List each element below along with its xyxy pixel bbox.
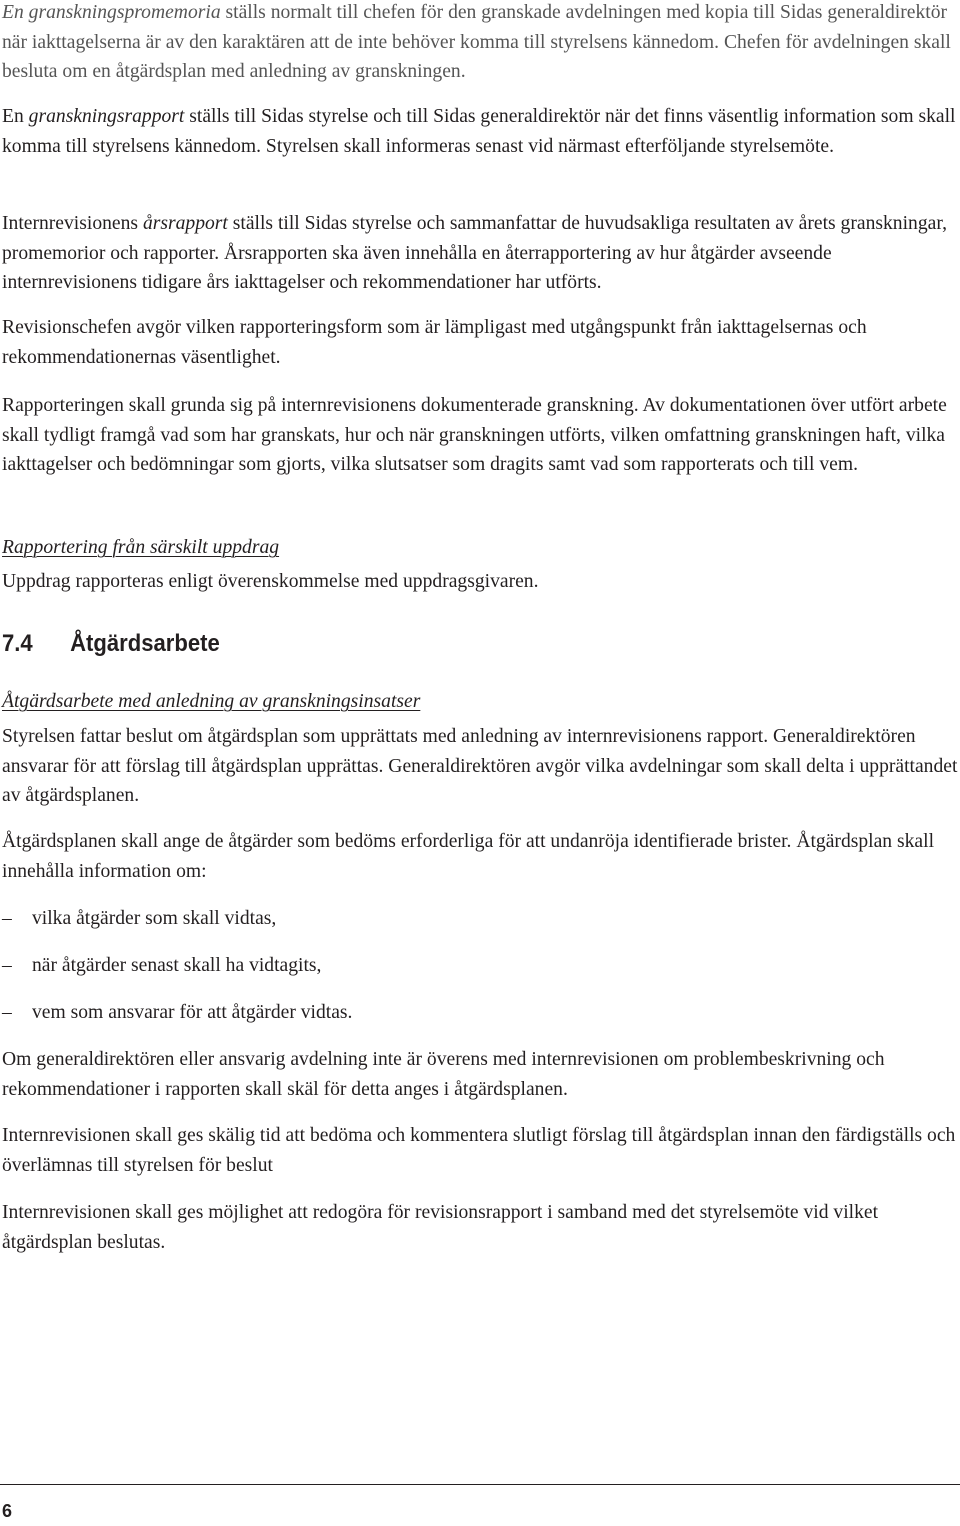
list-dash: – xyxy=(2,1002,12,1023)
term-granskningsrapport: granskningsrapport xyxy=(28,106,185,127)
section-heading xyxy=(2,626,220,662)
paragraph-redogora: Internrevisionen skall ges möjlighet att redogöra för revisionsrapport i samband med det styrelsemöte vid vilket åtgärdsplan beslutas. xyxy=(2,1202,879,1253)
list-item xyxy=(2,951,942,981)
section-title: Åtgärdsarbete xyxy=(70,630,220,657)
paragraph-text: Internrevisionens xyxy=(2,213,143,234)
paragraph-skalig-tid: Internrevisionen skall ges skälig tid att bedöma och kommentera slutligt förslag till åtgärdsplan innan den färdigställs och överlämnas till styrelsen för beslut xyxy=(2,1125,956,1176)
paragraph-granskningsrapport xyxy=(2,102,958,161)
section-number: 7.4 xyxy=(2,630,33,657)
list-item-text: vem som ansvarar för att åtgärder vidtas. xyxy=(32,1002,353,1023)
subheading-atgardsarbete: Åtgärdsarbete med anledning av granskningsinsatser xyxy=(2,691,421,712)
paragraph-text: ställs till Sidas styrelse och sammanfattar de huvudsakliga resultaten av årets granskningar, promemorior och rapporter. Årsrapporten ska även innehålla en återrapportering av hur åtgärder avseende internrevisionens tidigare års iakttagelser och rekommendationer har utförts. xyxy=(2,213,947,293)
list-dash: – xyxy=(2,908,12,929)
term-granskningspromemoria: En granskningspromemoria xyxy=(2,2,221,23)
list-item-text: vilka åtgärder som skall vidtas, xyxy=(32,908,277,929)
paragraph-oenighet: Om generaldirektören eller ansvarig avdelning inte är överens med internrevisionen om problembeskrivning och rekommendationer i rapporten skall skäl för detta anges i åtgärdsplanen. xyxy=(2,1049,885,1100)
paragraph-text: ställs till Sidas styrelse och till Sidas generaldirektör när det finns väsentlig information som skall komma till styrelsens kännedom. Styrelsen skall informeras senast vid närmast efterföljande styrelsemöte. xyxy=(2,106,956,157)
subheading-sarskilt-uppdrag: Rapportering från särskilt uppdrag xyxy=(2,537,280,558)
footer-rule xyxy=(0,1484,960,1485)
paragraph-text: ställs normalt till chefen för den granskade avdelningen med kopia till Sidas generaldirektör när iakttagelserna är av den karaktären att de inte behöver komma till styrelsens kännedom. Chefen för avdelningen skall besluta om en åtgärdsplan med anledning av granskningen. xyxy=(2,2,951,82)
list-item xyxy=(2,904,942,934)
list-dash: – xyxy=(2,955,12,976)
paragraph-text: En xyxy=(2,106,29,127)
page-number: 6 xyxy=(2,1501,13,1521)
paragraph-rapporteringsform: Revisionschefen avgör vilken rapporteringsform som är lämpligast med utgångspunkt från iakttagelsernas och rekommendationernas väsentlighet. xyxy=(2,317,867,368)
paragraph-uppdrag: Uppdrag rapporteras enligt överenskommelse med uppdragsgivaren. xyxy=(2,571,539,592)
paragraph-styrelsen-beslut: Styrelsen fattar beslut om åtgärdsplan som upprättats med anledning av internrevisionens rapport. Generaldirektören ansvarar för att förslag till åtgärdsplan upprättas. Generaldirektören avgör vilka avdelningar som skall delta i upprättandet av åtgärdsplanen. xyxy=(2,726,958,806)
term-arsrapport: årsrapport xyxy=(142,213,228,234)
paragraph-arsrapport xyxy=(2,209,958,298)
paragraph-atgardsplan: Åtgärdsplanen skall ange de åtgärder som bedöms erforderliga för att undanröja identifierade brister. Åtgärdsplan skall innehålla information om: xyxy=(2,831,935,882)
list-item xyxy=(2,998,942,1028)
paragraph-dokumentation: Rapporteringen skall grunda sig på internrevisionens dokumenterade granskning. Av dokumentationen över utfört arbete skall tydligt framgå vad som har granskats, hur och när granskningen utförts, vilken omfattning granskningen haft, vilka iakttagelser och bedömningar som gjorts, vilka slutsatser som dragits samt vad som rapporterats och till vem. xyxy=(2,395,947,475)
paragraph-granskningspromemoria xyxy=(2,0,958,87)
list-item-text: när åtgärder senast skall ha vidtagits, xyxy=(32,955,322,976)
